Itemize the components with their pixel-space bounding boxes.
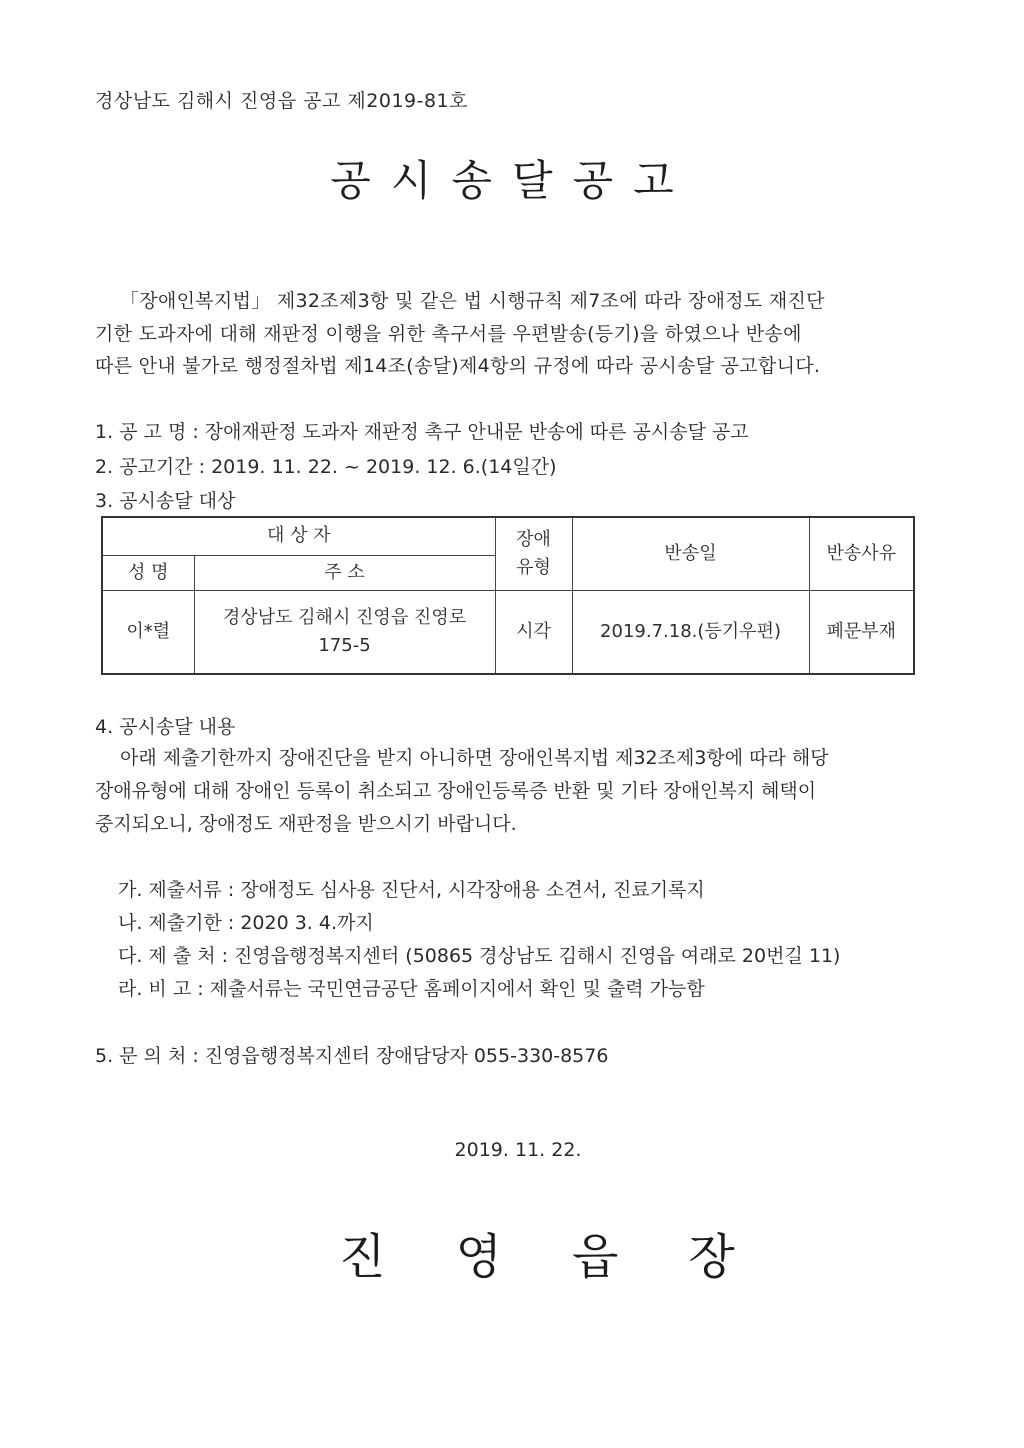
contact-item: 5. 문 의 처 : 진영읍행정복지센터 장애담당자 055-330-8576 (95, 1045, 609, 1067)
notice-name-item: 1. 공 고 명 : 장애재판정 도과자 재판정 촉구 안내문 반송에 따른 공시송달 공고 (95, 421, 749, 443)
target-table (101, 516, 915, 675)
table-header-row (102, 517, 914, 555)
content-line-1: 아래 제출기한까지 장애진단을 받지 아니하면 장애인복지법 제32조제3항에 따라 해당 (120, 747, 829, 769)
issue-date: 2019. 11. 22. (454, 1139, 582, 1161)
header-disability-type (495, 517, 572, 590)
sub-item-documents: 가. 제출서류 : 장애정도 심사용 진단서, 시각장애용 소견서, 진료기록지 (118, 879, 705, 901)
content-line-2: 장애유형에 대해 장애인 등록이 취소되고 장애인등록증 반환 및 기타 장애인복지 혜택이 (95, 780, 817, 802)
cell-name: 이*렬 (102, 590, 194, 674)
cell-return-reason: 폐문부재 (809, 590, 914, 674)
header-return-reason: 반송사유 (809, 517, 914, 590)
cell-address (194, 590, 495, 674)
cell-address-line-2: 175-5 (318, 634, 371, 656)
sub-item-submit-to: 다. 제 출 처 : 진영읍행정복지센터 (50865 경상남도 김해시 진영읍 여래로 20번길 11) (118, 945, 841, 967)
cell-return-date: 2019.7.18.(등기우편) (572, 590, 809, 674)
header-type-line-2: 유형 (516, 556, 551, 578)
content-heading: 4. 공시송달 내용 (95, 716, 236, 738)
notice-number: 경상남도 김해시 진영읍 공고 제2019-81호 (95, 90, 469, 112)
sub-item-remarks: 라. 비 고 : 제출서류는 국민연금공단 홈페이지에서 확인 및 출력 가능함 (118, 978, 705, 1000)
header-return-date: 반송일 (572, 517, 809, 590)
sub-item-deadline: 나. 제출기한 : 2020 3. 4.까지 (118, 912, 374, 934)
header-name: 성 명 (102, 555, 194, 590)
header-address: 주 소 (194, 555, 495, 590)
intro-line-1: 「장애인복지법」 제32조제3항 및 같은 법 시행규칙 제7조에 따라 장애정도 재진단 (120, 290, 825, 312)
table-row (102, 590, 914, 674)
content-line-3: 중지되오니, 장애정도 재판정을 받으시기 바랍니다. (95, 813, 517, 835)
intro-line-2: 기한 도과자에 대해 재판정 이행을 위한 촉구서를 우편발송(등기)을 하였으나 반송에 (95, 323, 802, 345)
header-type-line-1: 장애 (516, 528, 551, 550)
notice-period-item: 2. 공고기간 : 2019. 11. 22. ~ 2019. 12. 6.(14일간) (95, 456, 557, 478)
cell-address-line-1: 경상남도 김해시 진영읍 진영로 (222, 606, 467, 628)
signature-authority: 진영읍장 (339, 1229, 805, 1285)
target-heading: 3. 공시송달 대상 (95, 490, 236, 512)
document-title: 공시송달공고 (330, 156, 694, 205)
intro-line-3: 따른 안내 불가로 행정절차법 제14조(송달)제4항의 규정에 따라 공시송달 공고합니다. (95, 355, 821, 377)
header-target-group: 대 상 자 (102, 517, 495, 555)
cell-type: 시각 (495, 590, 572, 674)
